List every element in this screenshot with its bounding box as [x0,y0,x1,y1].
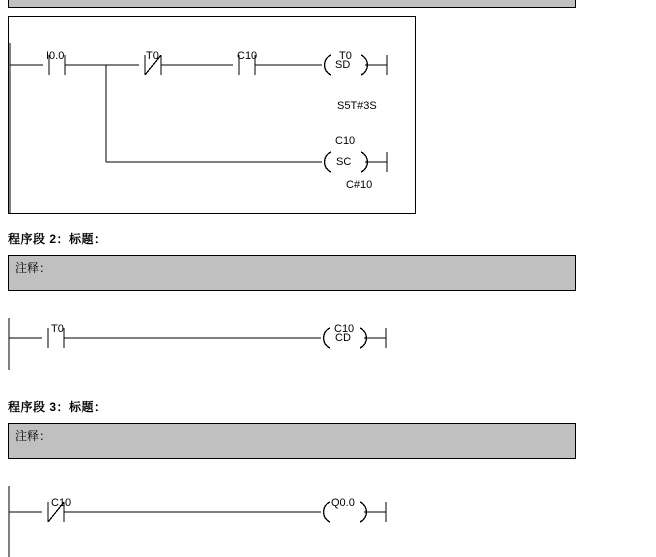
network-1-comment-bar[interactable] [8,0,576,8]
network-2-coil-label-c10: C10 [334,323,355,335]
network-2-comment-bar[interactable]: 注释： [8,255,576,291]
network-2-diagram [8,310,416,370]
network-3-title: 程序段 3：标题： [8,400,107,414]
network-1-coil-type-sc: SC [336,156,352,168]
network-2-coil-type-cd: CD [335,332,351,344]
network-1-contact-label-c10: C10 [237,50,258,62]
network-1-contact-label-i00: I0.0 [46,50,65,62]
network-3-coil-label-q00: Q0.0 [331,497,355,509]
network-3-ladder[interactable] [8,478,416,557]
network-3-comment-bar[interactable]: 注释： [8,423,576,459]
network-3-diagram [8,478,416,557]
network-1-coil-label-t0: T0 [339,50,352,62]
network-3-contact-label-c10: C10 [51,497,72,509]
network-1-counter-preset: C#10 [346,179,373,191]
network-1-timer-preset: S5T#3S [337,100,377,112]
network-2-title: 程序段 2：标题： [8,232,107,246]
network-1-contact-label-t0: T0 [146,50,159,62]
network-2-ladder[interactable] [8,310,416,370]
network-1-coil-type-sd: SD [335,59,351,71]
network-2-contact-label-t0: T0 [51,323,64,335]
network-1-coil-label-c10: C10 [335,135,356,147]
network-1-ladder-box[interactable] [8,16,416,214]
